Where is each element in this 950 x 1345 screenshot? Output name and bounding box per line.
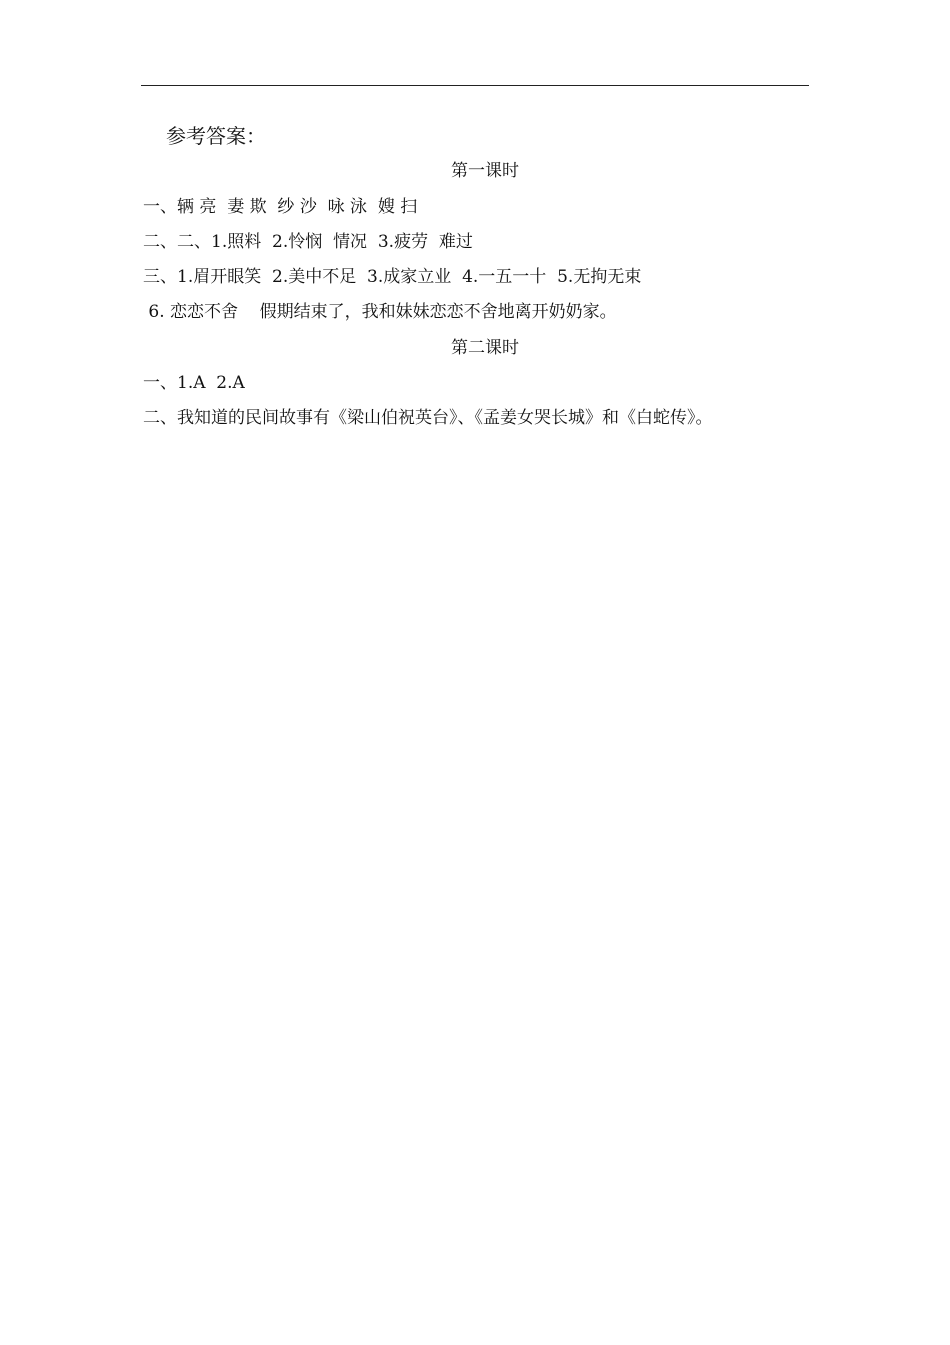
lesson1-title: 第一课时 xyxy=(451,161,519,181)
header-rule xyxy=(141,85,809,86)
lesson1-answer-1: 一、辆 亮 妻 欺 纱 沙 咏 泳 嫂 扫 xyxy=(143,197,418,217)
answer-heading: 参考答案： xyxy=(166,124,266,148)
lesson1-answer-3: 三、1.眉开眼笑 2.美中不足 3.成家立业 4.一五一十 5.无拘无束 xyxy=(143,267,642,287)
lesson2-title: 第二课时 xyxy=(451,338,519,358)
lesson2-answer-2: 二、我知道的民间故事有《梁山伯祝英台》、《孟姜女哭长城》和《白蛇传》。 xyxy=(143,408,713,428)
lesson1-answer-2: 二、二、1.照料 2.怜悯 情况 3.疲劳 难过 xyxy=(143,232,473,252)
lesson2-answer-1: 一、1.A 2.A xyxy=(143,373,245,393)
lesson1-answer-3-continued: 6. 恋恋不舍 假期结束了，我和妹妹恋恋不舍地离开奶奶家。 xyxy=(143,302,617,322)
